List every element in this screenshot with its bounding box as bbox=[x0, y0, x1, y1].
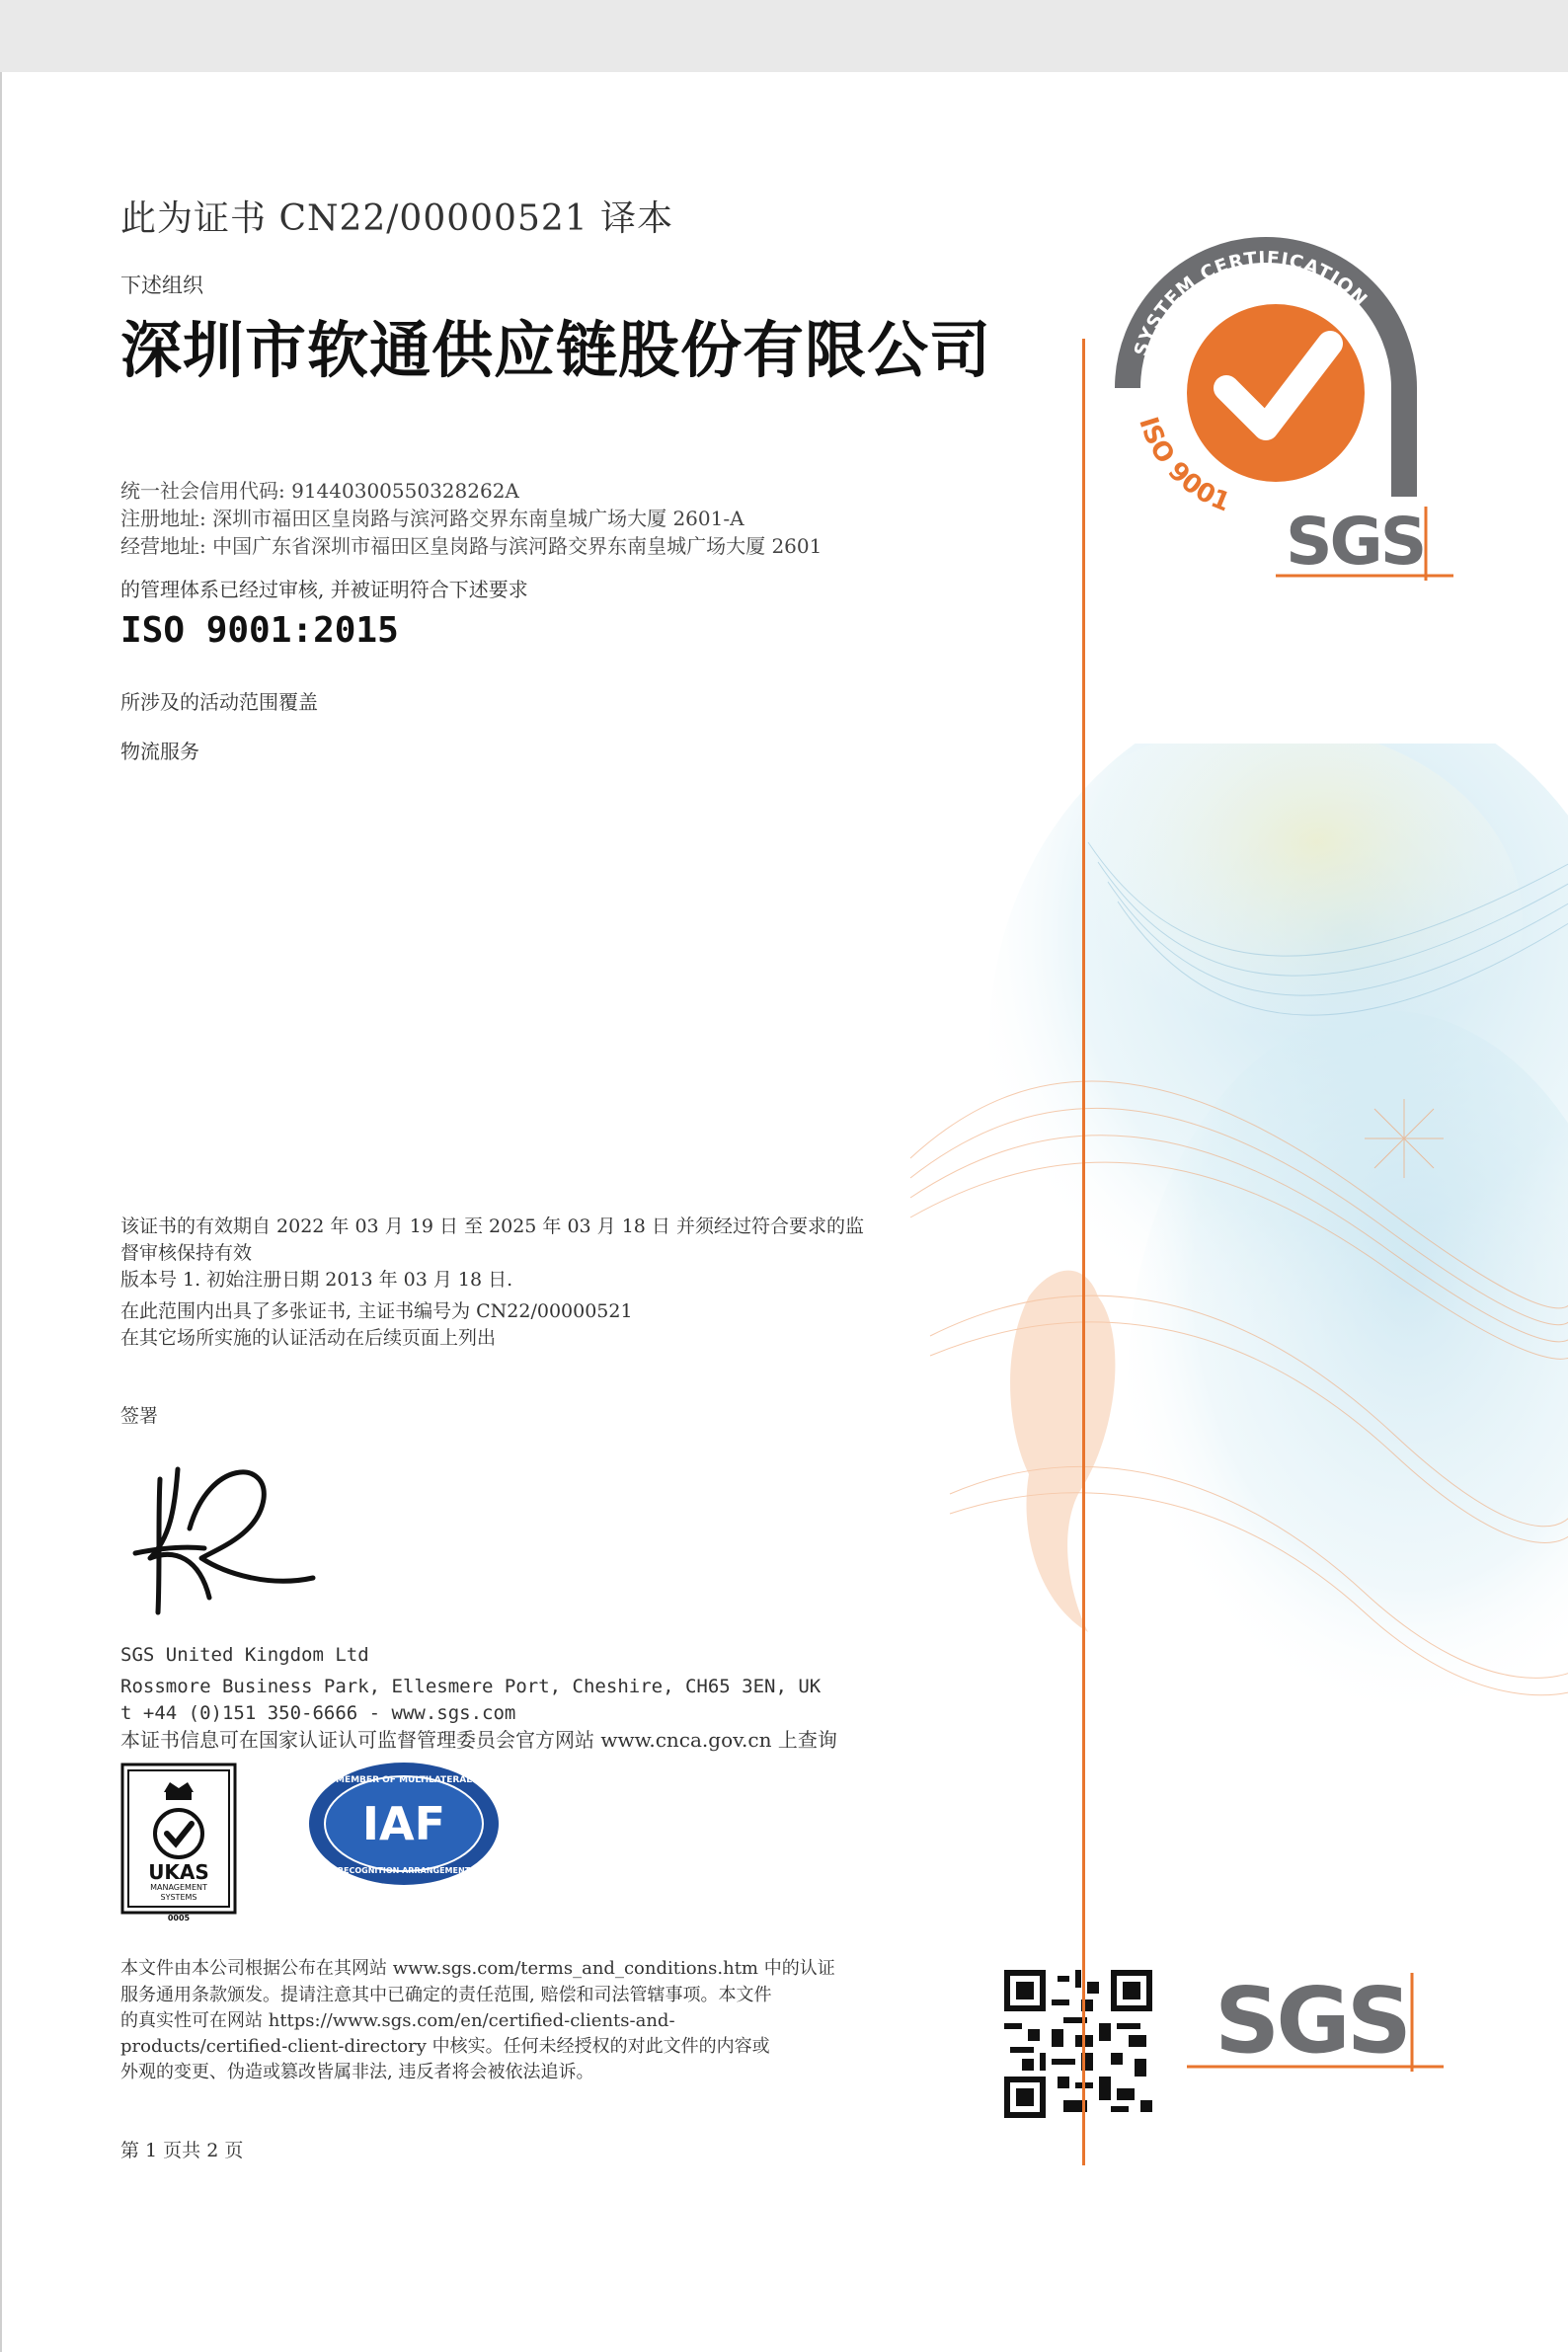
disclaimer-line-3: 的真实性可在网站 https://www.sgs.com/en/certified-clients-and- bbox=[120, 2010, 675, 2031]
iso-standard: ISO 9001:2015 bbox=[120, 610, 399, 651]
issuer-address: Rossmore Business Park, Ellesmere Port, Cheshire, CH65 3EN, UK bbox=[120, 1676, 822, 1697]
disclaimer-line-1: 本文件由本公司根据公布在其网站 www.sgs.com/terms_and_conditions.htm 中的认证 bbox=[120, 1958, 835, 1979]
scope-label: 所涉及的活动范围覆盖 bbox=[120, 690, 318, 714]
signature-label: 签署 bbox=[120, 1405, 159, 1427]
sgs-iso9001-certification-logo bbox=[1098, 181, 1453, 595]
credit-code: 统一社会信用代码: 91440300550328262A bbox=[120, 479, 519, 503]
certificate-page bbox=[0, 72, 1568, 2352]
certificate-number-line: 此为证书 CN22/00000521 译本 bbox=[120, 198, 674, 239]
certification-statement: 的管理体系已经过审核, 并被证明符合下述要求 bbox=[120, 578, 528, 601]
iaf-text: IAF bbox=[361, 1797, 446, 1850]
scope-value: 物流服务 bbox=[120, 740, 199, 763]
qr-code bbox=[1004, 1970, 1152, 2118]
registered-address: 注册地址: 深圳市福田区皇岗路与滨河路交界东南皇城广场大厦 2601-A bbox=[120, 507, 745, 530]
business-address: 经营地址: 中国广东省深圳市福田区皇岗路与滨河路交界东南皇城广场大厦 2601 bbox=[120, 534, 823, 558]
disclaimer-line-5: 外观的变更、伪造或篡改皆属非法, 违反者将会被依法追诉。 bbox=[120, 2062, 594, 2082]
sgs-text: SGS bbox=[1215, 1968, 1409, 2074]
issuer-contact: t +44 (0)151 350-6666 - www.sgs.com bbox=[120, 1702, 516, 1724]
validity-line-4: 在此范围内出具了多张证书, 主证书编号为 CN22/00000521 bbox=[120, 1300, 633, 1322]
page-number: 第 1 页共 2 页 bbox=[120, 2140, 244, 2161]
handwritten-signature bbox=[130, 1450, 318, 1627]
orange-divider-line bbox=[1082, 339, 1085, 2165]
validity-line-2: 督审核保持有效 bbox=[120, 1242, 253, 1264]
cnca-note: 本证书信息可在国家认证认可监督管理委员会官方网站 www.cnca.gov.cn 上查询 bbox=[120, 1728, 837, 1752]
organization-label: 下述组织 bbox=[120, 274, 203, 297]
system-certification-text: SYSTEM CERTIFICATION bbox=[1130, 247, 1372, 359]
sgs-text-top: SGS bbox=[1286, 504, 1425, 580]
organization-name: 深圳市软通供应链股份有限公司 bbox=[120, 314, 992, 386]
svg-text:MANAGEMENT: MANAGEMENT bbox=[150, 1883, 207, 1892]
validity-line-1: 该证书的有效期自 2022 年 03 月 19 日 至 2025 年 03 月 18 日 并须经过符合要求的监 bbox=[120, 1215, 864, 1237]
validity-line-3: 版本号 1. 初始注册日期 2013 年 03 月 18 日. bbox=[120, 1269, 513, 1291]
issuer-name: SGS United Kingdom Ltd bbox=[120, 1644, 369, 1666]
iso-9001-text: ISO 9001 bbox=[1133, 413, 1234, 518]
svg-text:RECOGNITION ARRANGEMENT: RECOGNITION ARRANGEMENT bbox=[337, 1866, 471, 1875]
ukas-logo bbox=[120, 1763, 237, 1922]
ukas-text: UKAS bbox=[148, 1860, 209, 1884]
svg-text:MEMBER OF MULTILATERAL: MEMBER OF MULTILATERAL bbox=[336, 1775, 472, 1785]
decorative-background-pattern bbox=[891, 744, 1568, 1879]
iaf-logo bbox=[306, 1761, 502, 1887]
disclaimer-line-4: products/certified-client-directory 中核实。任何未经授权的对此文件的内容或 bbox=[120, 2036, 770, 2057]
sgs-logo-bottom bbox=[1187, 1953, 1453, 2091]
validity-line-5: 在其它场所实施的认证活动在后续页面上列出 bbox=[120, 1327, 497, 1349]
disclaimer-line-2: 服务通用条款颁发。提请注意其中已确定的责任范围, 赔偿和司法管辖事项。本文件 bbox=[120, 1985, 772, 2005]
svg-text:0005: 0005 bbox=[167, 1914, 191, 1922]
svg-text:SYSTEMS: SYSTEMS bbox=[160, 1893, 197, 1902]
